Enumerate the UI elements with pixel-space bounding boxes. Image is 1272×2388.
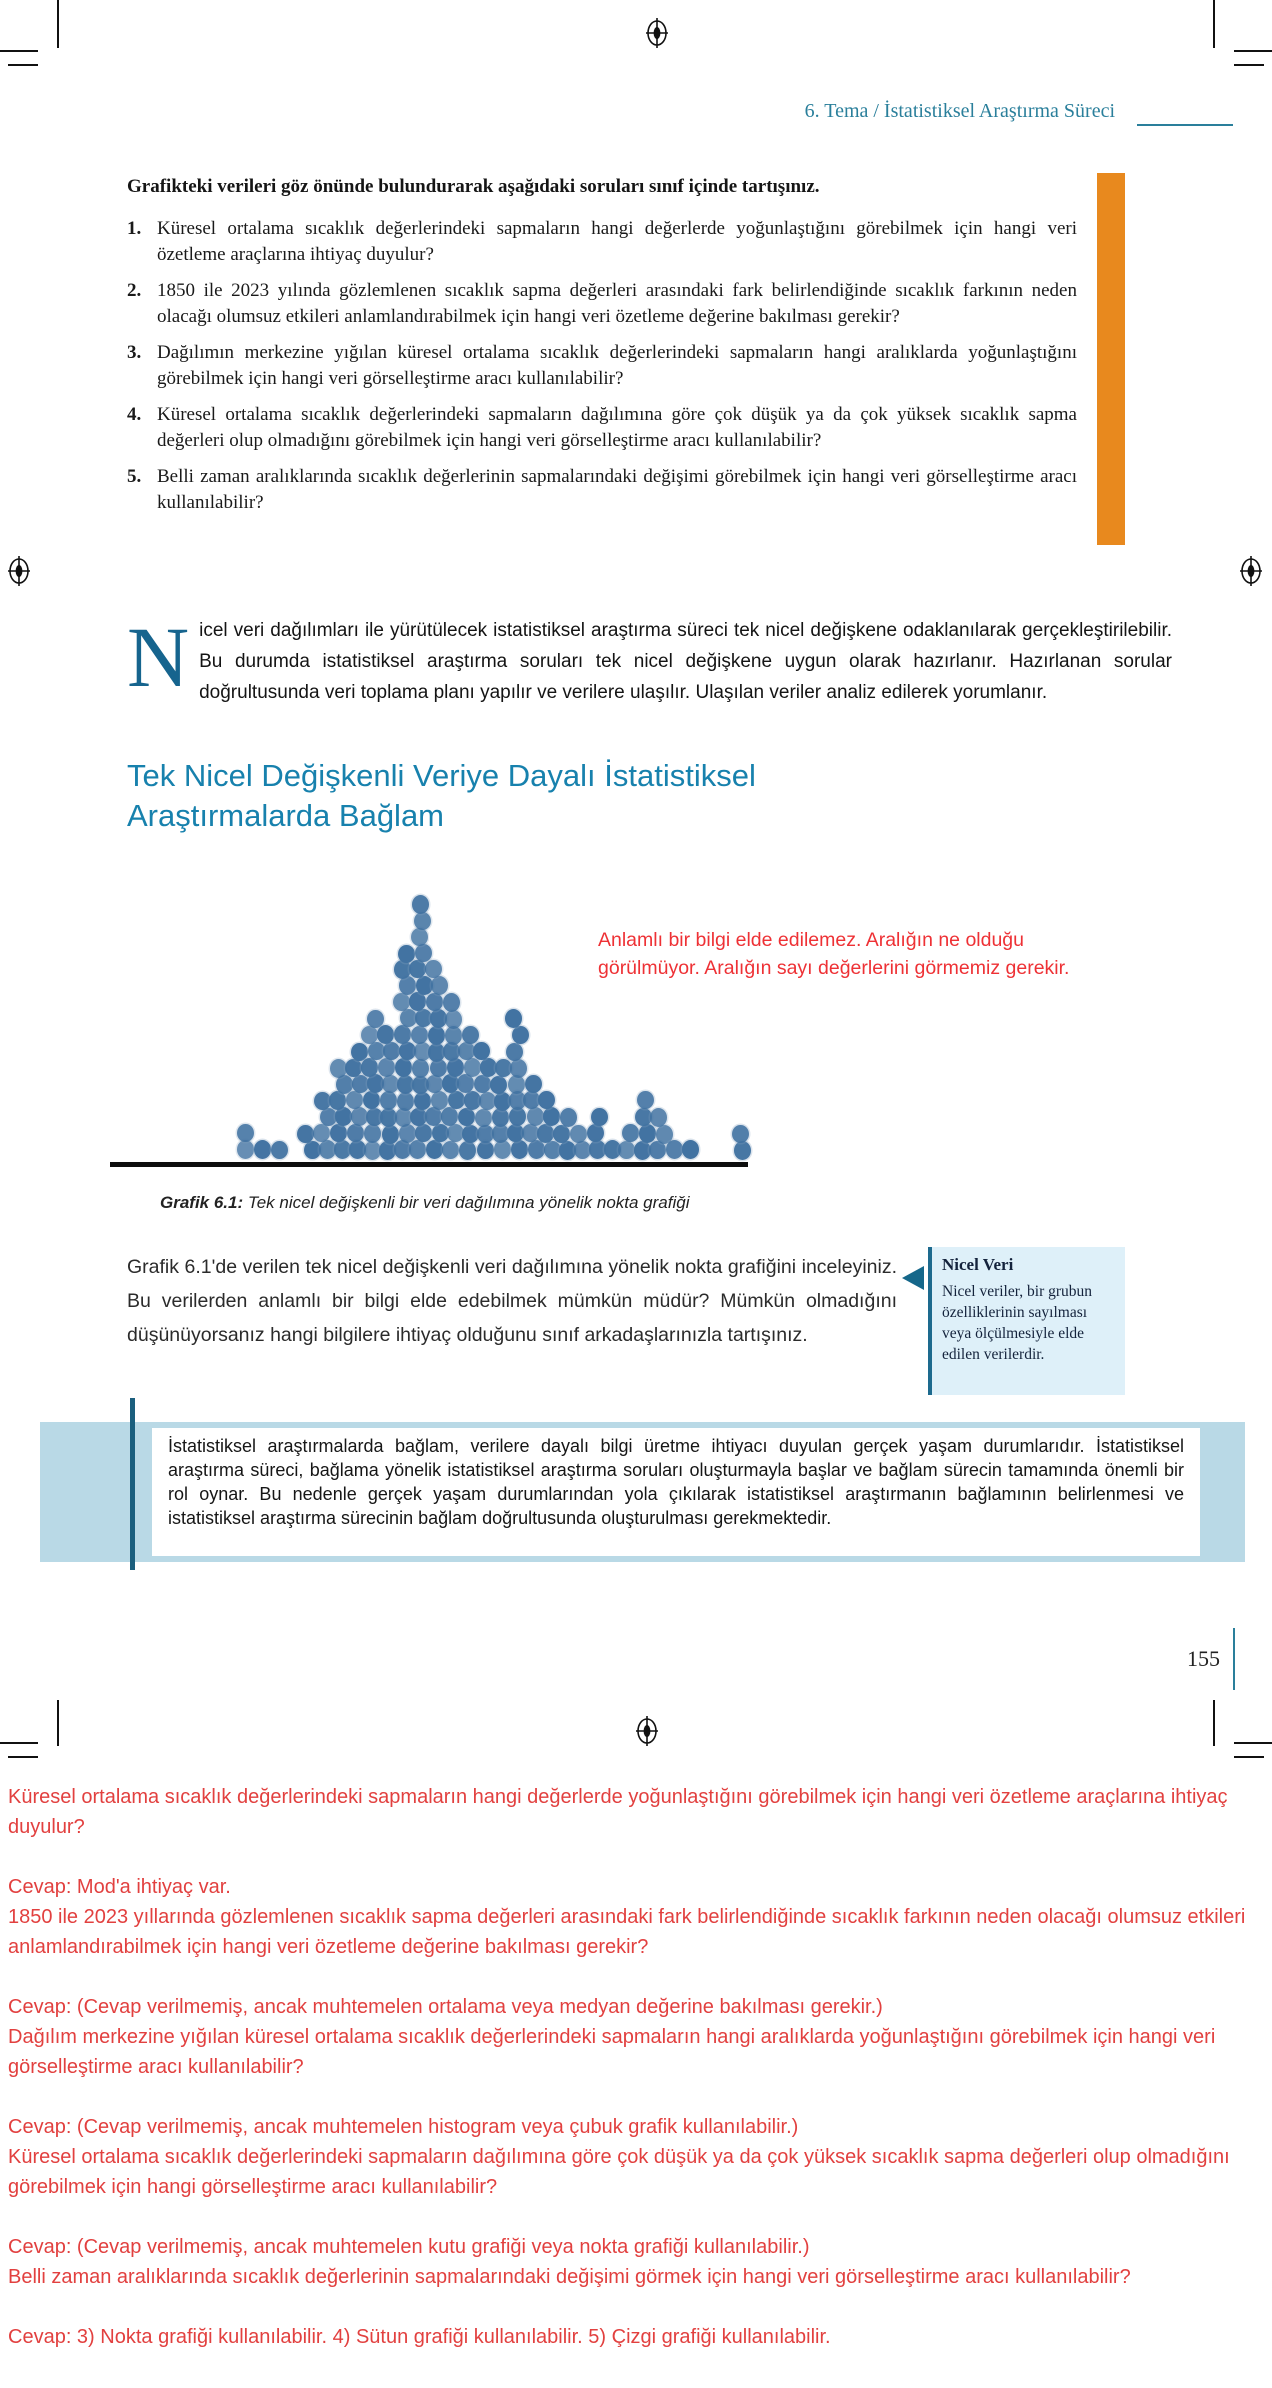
question-item xyxy=(127,340,1077,392)
data-dot xyxy=(505,1009,522,1028)
data-dot xyxy=(448,1091,465,1110)
registration-target-icon xyxy=(1238,556,1264,586)
data-dot xyxy=(320,1108,337,1127)
data-dot xyxy=(649,1141,666,1160)
data-dot xyxy=(378,1058,395,1077)
page-number: 155 xyxy=(1187,1646,1220,1671)
data-dot xyxy=(352,1075,369,1094)
data-dot xyxy=(650,1108,667,1127)
data-dot xyxy=(682,1140,699,1159)
answer-text: Cevap: 3) Nokta grafiği kullanılabilir. 4) Sütun grafiği kullanılabilir. 5) Çizgi grafiği kullanılabilir. xyxy=(8,2326,831,2348)
crop-mark xyxy=(57,1700,59,1746)
data-dot xyxy=(634,1141,651,1160)
question-text: Küresel ortalama sıcaklık değerlerindeki sapmaların hangi değerlerde yoğunlaştığını görebilmek için hangi veri özetleme araçlarına ihtiyaç duyulur? xyxy=(157,218,1077,265)
data-dot xyxy=(383,1042,400,1061)
callout-arrow-icon xyxy=(902,1266,924,1290)
crop-mark xyxy=(1234,1742,1272,1744)
data-dot xyxy=(394,1140,411,1159)
crop-mark xyxy=(1213,0,1215,48)
question-number: 2. xyxy=(127,280,142,301)
data-dot xyxy=(361,1058,378,1077)
answers-list xyxy=(8,1782,1258,2352)
data-dot xyxy=(409,1140,426,1159)
data-dot xyxy=(528,1140,545,1159)
data-dot xyxy=(525,1075,542,1094)
answer-text: Cevap: (Cevap verilmemiş, ancak muhtemelen kutu grafiği veya nokta grafiği kullanılabilir.) xyxy=(8,2236,810,2258)
data-dot xyxy=(732,1125,749,1144)
crop-mark xyxy=(8,64,38,66)
answer-text: Cevap: (Cevap verilmemiş, ancak muhtemelen histogram veya çubuk grafik kullanılabilir.) xyxy=(8,2116,799,2138)
crop-mark xyxy=(0,1742,38,1744)
data-dot xyxy=(411,1026,428,1045)
answer-question: Dağılım merkezine yığılan küresel ortalama sıcaklık değerlerindeki sapmaların hangi aralıklarda yoğunlaştığını görebilmek için hangi veri görselleştirme aracı kullanılabilir? xyxy=(8,2026,1216,2078)
data-dot xyxy=(347,1124,364,1143)
data-dot xyxy=(254,1140,271,1159)
data-dot xyxy=(591,1108,608,1127)
question-text: Dağılımın merkezine yığılan küresel ortalama sıcaklık değerlerindeki sapmaların hangi aralıklarda yoğunlaştığını görebilmek için hangi veri görselleştirme aracı kullanılabilir? xyxy=(157,342,1077,389)
lead-paragraph xyxy=(127,609,1172,709)
definition-box-text: Nicel veriler, bir grubun özelliklerinin sayılması veya ölçülmesiyle elde edilen verilerdir. xyxy=(942,1283,1093,1363)
data-dot xyxy=(426,1140,443,1159)
data-dot xyxy=(395,1058,412,1077)
chart-caption xyxy=(160,1193,1060,1213)
page-number-rule xyxy=(1233,1628,1235,1690)
data-dot xyxy=(379,1141,396,1160)
data-dot xyxy=(314,1092,331,1111)
data-dot xyxy=(511,1140,528,1159)
answer-question: Belli zaman aralıklarında sıcaklık değerlerinin sapmalarındaki değişimi görmek için hangi veri görselleştirme aracı kullanılabilir? xyxy=(8,2266,1131,2288)
registration-target-icon xyxy=(634,1716,660,1746)
teacher-annotation: Anlamlı bir bilgi elde edilemez. Aralığın ne olduğu görülmüyor. Aralığın sayı değerlerini görmemiz gerekir. xyxy=(598,929,1070,979)
discussion-question-list xyxy=(127,216,1077,526)
question-item xyxy=(127,402,1077,454)
data-dot xyxy=(637,1091,654,1110)
data-dot xyxy=(441,1107,458,1126)
data-dot xyxy=(330,1124,347,1143)
body-paragraph: Grafik 6.1'de verilen tek nicel değişkenli veri dağılımına yönelik nokta grafiğini inceleyiniz. Bu verilerden anlamlı bir bilgi elde edebilmek mümkün müdür? Mümkün olmadığını düşünüyorsanız hangi bilgilere ihtiyaç olduğunu sınıf arkadaşlarınızla tartışınız. xyxy=(127,1256,897,1346)
data-dot xyxy=(464,1091,481,1110)
data-dot xyxy=(512,1026,529,1045)
data-dot xyxy=(570,1125,587,1144)
data-dot xyxy=(432,1124,449,1143)
registration-target-icon xyxy=(6,556,32,586)
data-dot xyxy=(400,1009,417,1028)
data-dot xyxy=(329,1091,346,1110)
data-dot xyxy=(734,1141,751,1160)
answer-question: 1850 ile 2023 yıllarında gözlemlenen sıcaklık sapma değerleri arasındaki fark belirlendiğinde sıcaklık farkının neden olacağı olumsuz etkileri anlamlandırabilmek için hangi veri özetleme değerine bakılması gerekir? xyxy=(8,1906,1246,1958)
data-dot xyxy=(416,976,433,995)
data-dot xyxy=(477,1141,494,1160)
question-number: 5. xyxy=(127,466,142,487)
question-text: Küresel ortalama sıcaklık değerlerindeki sapmaların dağılımına göre çok düşük ya da çok yüksek sıcaklık sapma değerleri olup olmadığını görebilmek için hangi veri görselleştirme aracı kullanılabilir? xyxy=(157,404,1077,451)
data-dot xyxy=(490,1076,507,1095)
data-dot xyxy=(346,1091,363,1110)
data-dot xyxy=(364,1124,381,1143)
chart-caption-label: Grafik 6.1: xyxy=(160,1193,244,1212)
data-dot xyxy=(506,1043,523,1062)
data-dot xyxy=(428,1026,445,1045)
data-dot xyxy=(412,895,429,914)
data-dot xyxy=(639,1124,656,1143)
highlight-box xyxy=(152,1428,1200,1556)
data-dot xyxy=(475,1109,492,1128)
data-dot xyxy=(368,1042,385,1061)
data-dot xyxy=(537,1124,554,1143)
data-dot xyxy=(431,976,448,995)
answer-question: Küresel ortalama sıcaklık değerlerindeki sapmaların hangi değerlerde yoğunlaştığını görebilmek için hangi veri özetleme araçlarına ihtiyaç duyulur? xyxy=(8,1786,1228,1838)
section-heading: Tek Nicel Değişkenli Veriye Dayalı İstatistiksel Araştırmalarda Bağlam xyxy=(127,758,756,833)
data-dot xyxy=(330,1059,347,1078)
drop-cap: N xyxy=(127,609,190,705)
registration-target-icon xyxy=(644,18,670,48)
data-dot xyxy=(445,1010,462,1029)
answer-text: Cevap: Mod'a ihtiyaç var. xyxy=(8,1876,231,1898)
data-dot xyxy=(412,1059,429,1078)
data-dot xyxy=(443,993,460,1012)
crop-mark xyxy=(1234,64,1264,66)
dot-plot xyxy=(110,855,755,1167)
margin-accent-bar xyxy=(1097,173,1125,545)
question-text: Belli zaman aralıklarında sıcaklık değerlerinin sapmalarındaki değişimi görebilmek için hangi veri görselleştirme aracı kullanılabilir? xyxy=(157,466,1077,513)
data-dot xyxy=(304,1141,321,1160)
discussion-intro: Grafikteki verileri göz önünde bulundurarak aşağıdaki soruları sınıf içinde tartışınız. xyxy=(127,176,820,197)
definition-box-title: Nicel Veri xyxy=(942,1255,1014,1274)
data-dot xyxy=(474,1075,491,1094)
answer-question: Küresel ortalama sıcaklık değerlerindeki sapmaların dağılımına göre çok düşük ya da çok yüksek sıcaklık sapma değerleri olup olmadığını görebilmek için hangi görselleştirme aracı kullanılabilir? xyxy=(8,2146,1230,2198)
crop-mark xyxy=(0,50,38,52)
data-dot xyxy=(480,1058,497,1077)
highlight-rule xyxy=(130,1398,135,1570)
question-text: 1850 ile 2023 yılında gözlemlenen sıcaklık sapma değerleri arasındaki fark belirlendiğinde sıcaklık farkının neden olacağı olumsuz etkileri anlamlandırabilmek için hangi veri özetleme değerine bakılması gerekir? xyxy=(157,280,1077,327)
data-dot xyxy=(411,928,428,947)
question-item xyxy=(127,216,1077,268)
crop-mark xyxy=(1234,50,1272,52)
data-dot xyxy=(394,1025,411,1044)
data-dot xyxy=(492,1108,509,1127)
data-dot xyxy=(560,1108,577,1127)
data-dot xyxy=(510,1059,527,1078)
data-dot xyxy=(271,1141,288,1160)
crop-mark xyxy=(57,0,59,48)
crop-mark xyxy=(1234,1756,1264,1758)
crop-mark xyxy=(8,1756,38,1758)
x-axis-line xyxy=(110,1162,748,1167)
question-number: 4. xyxy=(127,404,142,425)
data-dot xyxy=(543,1107,560,1126)
data-dot xyxy=(494,1140,511,1159)
data-dot xyxy=(458,1042,475,1061)
data-dot xyxy=(442,1141,459,1160)
data-dot xyxy=(380,1091,397,1110)
data-dot xyxy=(445,1026,462,1045)
data-dot xyxy=(397,1092,414,1111)
data-dot xyxy=(237,1124,254,1143)
data-dot xyxy=(527,1107,544,1126)
lead-paragraph-text: icel veri dağılımları ile yürütülecek istatistiksel araştırma süreci tek nicel değişkene odaklanılarak gerçekleştirilebilir. Bu durumda istatistiksel araştırma soruları tek nicel değişkene uygun olarak hazırlanır. Hazırlanan sorular doğrultusunda veri toplama planı yapılır ve verilere ulaşılır. Ulaşılan veriler analiz edilerek yorumlanır. xyxy=(199,620,1172,703)
header-rule xyxy=(1137,124,1233,126)
data-dot xyxy=(363,1091,380,1110)
data-dot xyxy=(464,1058,481,1077)
data-dot xyxy=(544,1141,561,1160)
chart-caption-text: Tek nicel değişkenli bir veri dağılımına yönelik nokta grafiği xyxy=(243,1193,690,1212)
data-dot xyxy=(462,1026,479,1045)
question-number: 1. xyxy=(127,218,142,239)
data-dot xyxy=(415,1124,432,1143)
data-dot xyxy=(335,1107,352,1126)
answer-text: Cevap: (Cevap verilmemiş, ancak muhtemelen ortalama veya medyan değerine bakılması gerekir.) xyxy=(8,1996,883,2018)
data-dot xyxy=(618,1141,635,1160)
data-dot xyxy=(425,1107,442,1126)
data-dot xyxy=(666,1140,683,1159)
definition-box xyxy=(928,1247,1125,1395)
data-dot xyxy=(622,1124,639,1143)
highlight-box-text: İstatistiksel araştırmalarda bağlam, verilere dayalı bilgi üretme ihtiyacı duyulan gerçek yaşam durumlarıdır. İstatistiksel araştırma süreci, bağlama yönelik istatistiksel araştırma soruları oluşturmayla başlar ve bağlam sürecin tamamında önemli bir rol oynar. Bu nedenle gerçek yaşam durumlarından yola çıkılarak istatistiksel araştırmanın bağlamının belirlenmesi ve istatistiksel araştırma sürecinin bağlam doğrultusunda oluşturulması gerekmektedir. xyxy=(168,1436,1184,1528)
data-dot xyxy=(442,1074,459,1093)
data-dot xyxy=(459,1141,476,1160)
crop-mark xyxy=(1213,1700,1215,1746)
data-dot xyxy=(414,912,431,931)
data-dot xyxy=(430,1059,447,1078)
data-dot xyxy=(458,1108,475,1127)
data-dot xyxy=(237,1140,254,1159)
data-dot xyxy=(415,944,432,963)
data-dot xyxy=(382,1125,399,1144)
chapter-header: 6. Tema / İstatistiksel Araştırma Süreci xyxy=(804,100,1115,122)
question-number: 3. xyxy=(127,342,142,363)
data-dot xyxy=(426,993,443,1012)
question-item xyxy=(127,278,1077,330)
data-dot xyxy=(509,1107,526,1126)
question-item xyxy=(127,464,1077,516)
data-dot xyxy=(587,1124,604,1143)
data-dot xyxy=(522,1124,539,1143)
data-dot xyxy=(508,1075,525,1094)
